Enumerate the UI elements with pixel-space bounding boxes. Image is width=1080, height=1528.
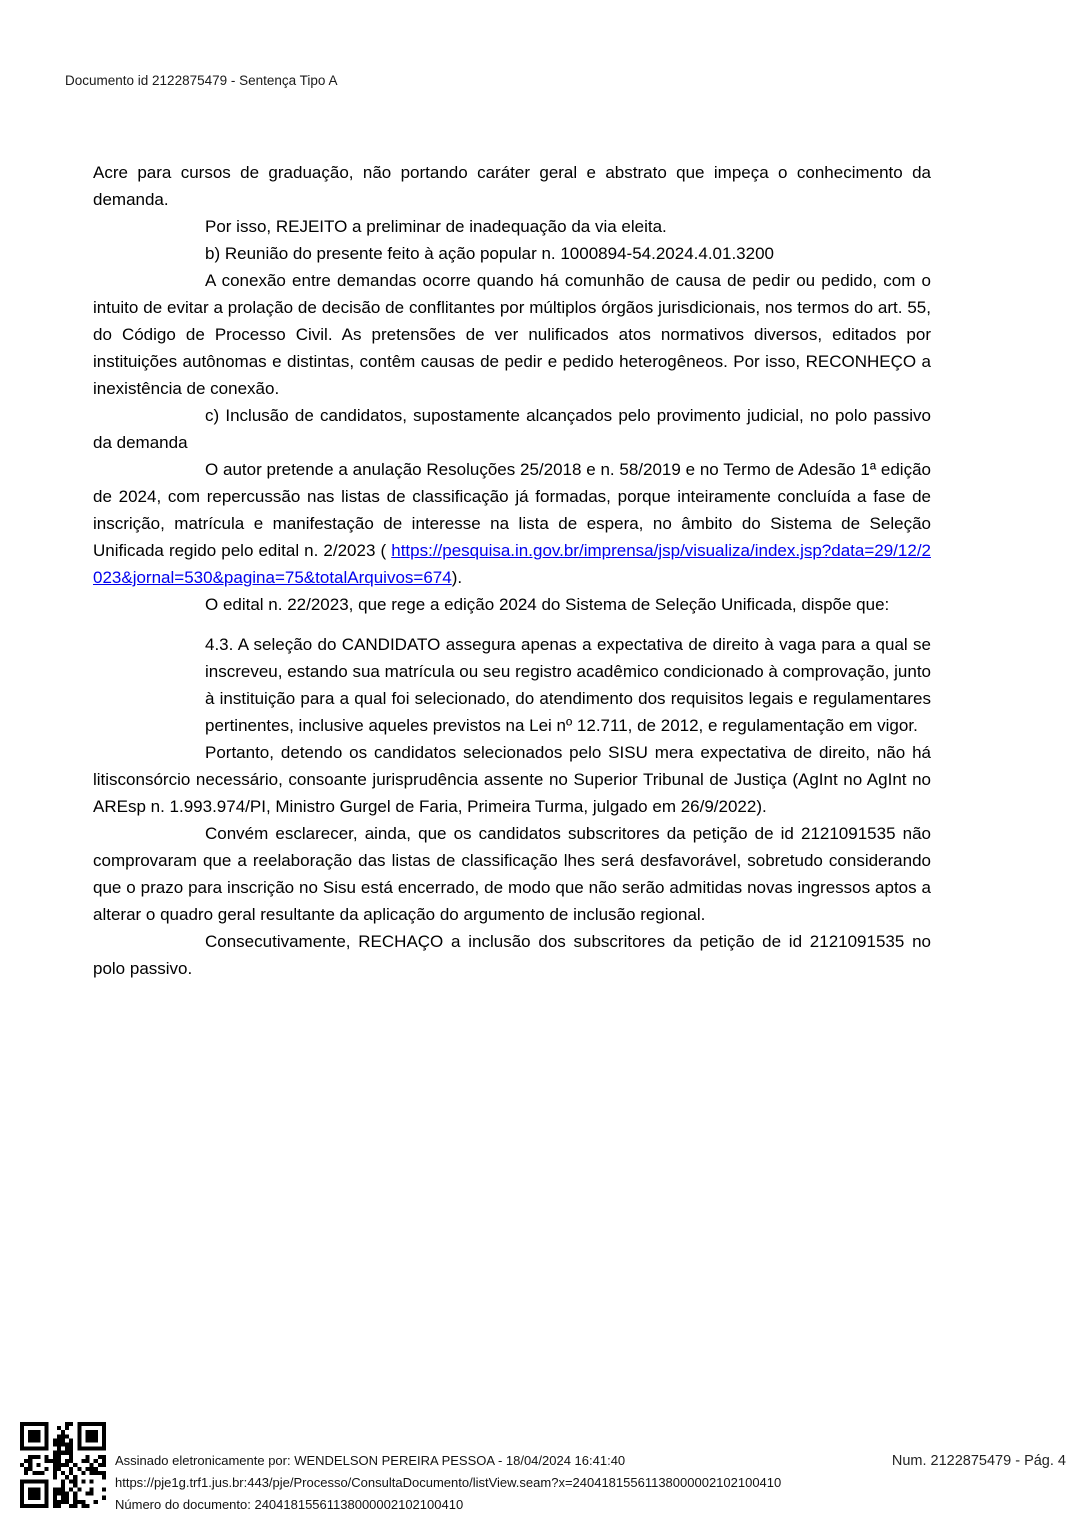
qr-code-icon — [20, 1422, 106, 1508]
signature-footer — [115, 1450, 781, 1516]
paragraph-conexao: A conexão entre demandas ocorre quando há comunhão de causa de pedir ou pedido, com o intuito de evitar a prolação de decisão de conflitantes por múltiplos órgãos jurisdicionais, nos termos do art. 55, do Código de Processo Civil. As pretensões de ver nulificados atos normativos diversos, editados por instituições autônomas e distintas, contêm causas de pedir e pedido heterogêneos. Por isso, RECONHEÇO a inexistência de conexão. — [93, 271, 931, 398]
paragraph-rechaco: Consecutivamente, RECHAÇO a inclusão dos subscritores da petição de id 2121091535 no polo passivo. — [93, 932, 931, 978]
paragraph-autor-pre: O autor pretende a anulação Resoluções 25/2018 e n. 58/2019 e no Termo de Adesão 1ª edição de 2024, com repercussão nas listas de classificação já formadas, porque inteiramente concluída a fase de inscrição, matrícula e manifestação de interesse na lista de espera, no âmbito do Sistema de Seleção Unificada regido pelo edital n. 2/2023 ( — [93, 460, 931, 560]
page-number-label: Num. 2122875479 - Pág. 4 — [891, 1453, 1066, 1469]
document-id-header: Documento id 2122875479 - Sentença Tipo A — [65, 73, 338, 88]
paragraph-rejeito: Por isso, REJEITO a preliminar de inadequação da via eleita. — [205, 217, 667, 236]
paragraph-autor-post: ). — [451, 568, 463, 587]
paragraph-edital: O edital n. 22/2023, que rege a edição 2024 do Sistema de Seleção Unificada, dispõe que: — [205, 595, 890, 614]
edital-link[interactable]: https://pesquisa.in.gov.br/imprensa/jsp/visualiza/index.jsp?data=29/12/2023&jornal=530&pagina=75&totalArquivos=674 — [93, 541, 931, 587]
signed-by-line: Assinado eletronicamente por: WENDELSON PEREIRA PESSOA - 18/04/2024 16:41:40 — [115, 1453, 626, 1468]
verification-url-line: https://pje1g.trf1.jus.br:443/pje/Processo/ConsultaDocumento/listView.seam?x=24041815561138000002102100410 — [115, 1475, 782, 1490]
section-b-heading: b) Reunião do presente feito à ação popular n. 1000894-54.2024.4.01.3200 — [205, 244, 775, 263]
paragraph-autor — [93, 456, 931, 591]
paragraph-acre: Acre para cursos de graduação, não portando caráter geral e abstrato que impeça o conhecimento da demanda. — [93, 163, 931, 209]
document-body — [93, 159, 931, 982]
paragraph-portanto: Portanto, detendo os candidatos selecionados pelo SISU mera expectativa de direito, não há litisconsórcio necessário, consoante jurisprudência assente no Superior Tribunal de Justiça (AgInt no AgInt no AREsp n. 1.993.974/PI, Ministro Gurgel de Faria, Primeira Turma, julgado em 26/9/2022). — [93, 743, 931, 816]
paragraph-convem: Convém esclarecer, ainda, que os candidatos subscritores da petição de id 2121091535 não comprovaram que a reelaboração das listas de classificação lhes será desfavorável, sobretudo considerando que o prazo para inscrição no Sisu está encerrado, de modo que não serão admitidas novas ingressos aptos a alterar o quadro geral resultante da aplicação do argumento de inclusão regional. — [93, 824, 931, 924]
blockquote-4-3: 4.3. A seleção do CANDIDATO assegura apenas a expectativa de direito à vaga para a qual se inscreveu, estando sua matrícula ou seu registro acadêmico condicionado à comprovação, junto à instituição para a qual foi selecionado, do atendimento dos requisitos legais e regulamentares pertinentes, inclusive aqueles previstos na Lei nº 12.711, de 2012, e regulamentação em vigor. — [205, 635, 931, 735]
document-number-line: Número do documento: 24041815561138000002102100410 — [115, 1497, 464, 1512]
section-c-heading: c) Inclusão de candidatos, supostamente alcançados pelo provimento judicial, no polo passivo da demanda — [93, 406, 931, 452]
